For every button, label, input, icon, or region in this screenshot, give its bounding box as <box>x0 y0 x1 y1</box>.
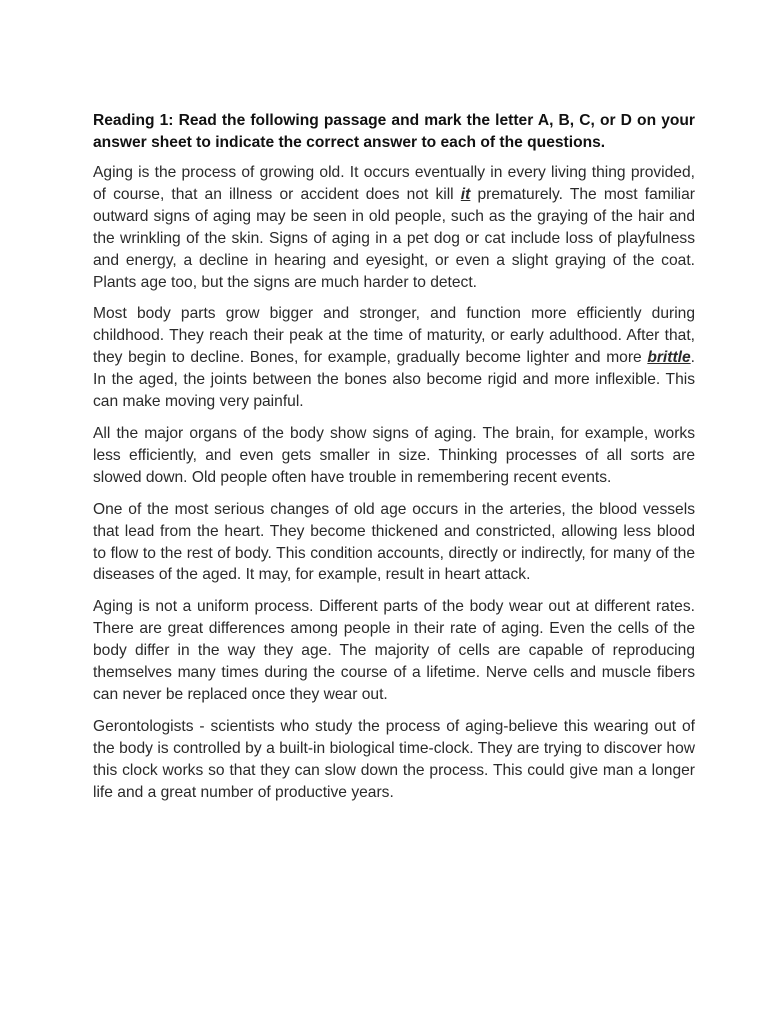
paragraph-1-text-before: Aging is the process of growing old. It occurs eventually in every living thing provided, of course, that an illness or accident does not kill <box>93 164 695 203</box>
paragraph-4: One of the most serious changes of old age occurs in the arteries, the blood vessels that lead from the heart. They become thickened and constricted, allowing less blood to flow to the rest of body. This condition accounts, directly or indirectly, for many of the diseases of the aged. It may, for example, result in heart attack. <box>93 500 695 584</box>
reading-instructions: Reading 1: Read the following passage and mark the letter A, B, C, or D on your answer sheet to indicate the correct answer to each of the questions. <box>93 112 695 151</box>
document-page <box>93 110 695 813</box>
paragraph-1 <box>93 162 695 293</box>
paragraph-5: Aging is not a uniform process. Different parts of the body wear out at different rates. There are great differences among people in their rate of aging. Even the cells of the body differ in the way they age. The majority of cells are capable of reproducing themselves many times during the course of a lifetime. Nerve cells and muscle fibers can never be replaced once they wear out. <box>93 598 695 703</box>
paragraph-2-text-before: Most body parts grow bigger and stronger, and function more efficiently during childhood. They reach their peak at the time of maturity, or early adulthood. After that, they begin to decline. Bones, for example, gradually become lighter and more <box>93 305 695 367</box>
paragraph-2 <box>93 303 695 413</box>
paragraph-3: All the major organs of the body show signs of aging. The brain, for example, works less efficiently, and even gets smaller in size. Thinking processes of all sorts are slowed down. Old people often have trouble in remembering recent events. <box>93 424 695 486</box>
paragraph-2-text-after: . In the aged, the joints between the bones also become rigid and more inflexible. This can make moving very painful. <box>93 349 695 411</box>
paragraph-1-text-after: prematurely. The most familiar outward signs of aging may be seen in old people, such as the graying of the hair and the wrinkling of the skin. Signs of aging in a pet dog or cat include loss of playfulness and energy, a decline in hearing and eyesight, or even a slight graying of the coat. Plants age too, but the signs are much harder to detect. <box>93 185 695 291</box>
keyword-brittle: brittle <box>647 349 691 367</box>
paragraph-6: Gerontologists - scientists who study the process of aging-believe this wearing out of the body is controlled by a built-in biological time-clock. They are trying to discover how this clock works so that they can slow down the process. This could give man a longer life and a great number of productive years. <box>93 717 695 801</box>
keyword-it: it <box>460 185 471 203</box>
